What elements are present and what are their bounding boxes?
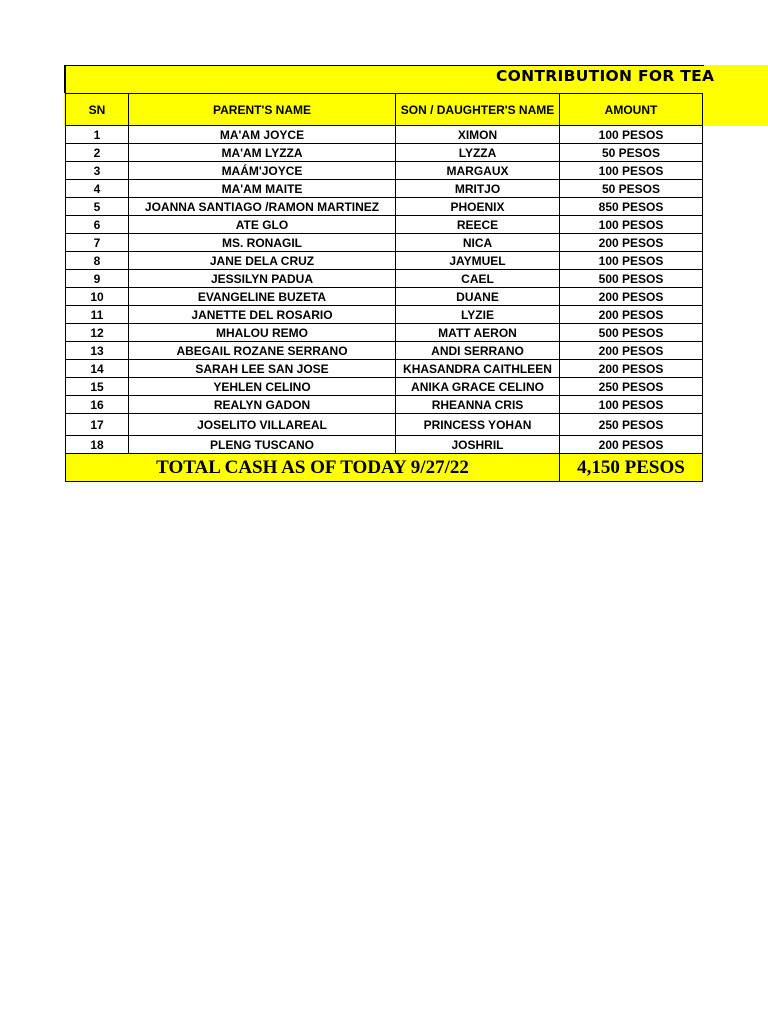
cell-sn[interactable]: 16: [66, 396, 129, 414]
cell-parent-name[interactable]: MA'AM LYZZA: [129, 144, 396, 162]
cell-parent-name[interactable]: YEHLEN CELINO: [129, 378, 396, 396]
cell-child-name[interactable]: ANDI SERRANO: [396, 342, 560, 360]
table-row: [66, 126, 703, 144]
cell-parent-name[interactable]: MA'AM MAITE: [129, 180, 396, 198]
cell-sn[interactable]: 13: [66, 342, 129, 360]
table-row: [66, 288, 703, 306]
cell-child-name[interactable]: MATT AERON: [396, 324, 560, 342]
table-row: [66, 270, 703, 288]
cell-child-name[interactable]: PHOENIX: [396, 198, 560, 216]
cell-child-name[interactable]: CAEL: [396, 270, 560, 288]
cell-child-name[interactable]: DUANE: [396, 288, 560, 306]
cell-parent-name[interactable]: REALYN GADON: [129, 396, 396, 414]
cell-amount[interactable]: 100 PESOS: [560, 396, 703, 414]
cell-parent-name[interactable]: JOSELITO VILLAREAL: [129, 414, 396, 436]
header-parent-name[interactable]: PARENT'S NAME: [129, 94, 396, 126]
cell-sn[interactable]: 1: [66, 126, 129, 144]
cell-child-name[interactable]: JOSHRIL: [396, 436, 560, 454]
cell-amount[interactable]: 50 PESOS: [560, 144, 703, 162]
cell-child-name[interactable]: REECE: [396, 216, 560, 234]
cell-parent-name[interactable]: MS. RONAGIL: [129, 234, 396, 252]
cell-parent-name[interactable]: PLENG TUSCANO: [129, 436, 396, 454]
cell-child-name[interactable]: LYZIE: [396, 306, 560, 324]
cell-amount[interactable]: 100 PESOS: [560, 216, 703, 234]
cell-child-name[interactable]: NICA: [396, 234, 560, 252]
cell-amount[interactable]: 250 PESOS: [560, 414, 703, 436]
cell-child-name[interactable]: ANIKA GRACE CELINO: [396, 378, 560, 396]
table-row: [66, 198, 703, 216]
table-row: [66, 378, 703, 396]
cell-amount[interactable]: 200 PESOS: [560, 360, 703, 378]
cell-sn[interactable]: 2: [66, 144, 129, 162]
cell-amount[interactable]: 850 PESOS: [560, 198, 703, 216]
cell-sn[interactable]: 3: [66, 162, 129, 180]
table-row: [66, 234, 703, 252]
cell-parent-name[interactable]: MHALOU REMO: [129, 324, 396, 342]
cell-child-name[interactable]: RHEANNA CRIS: [396, 396, 560, 414]
cell-sn[interactable]: 11: [66, 306, 129, 324]
cell-parent-name[interactable]: JANE DELA CRUZ: [129, 252, 396, 270]
cell-sn[interactable]: 10: [66, 288, 129, 306]
cell-parent-name[interactable]: MA'AM JOYCE: [129, 126, 396, 144]
table-row: [66, 396, 703, 414]
cell-sn[interactable]: 17: [66, 414, 129, 436]
total-amount[interactable]: 4,150 PESOS: [560, 454, 703, 482]
cell-parent-name[interactable]: JESSILYN PADUA: [129, 270, 396, 288]
cell-amount[interactable]: 200 PESOS: [560, 342, 703, 360]
total-label[interactable]: TOTAL CASH AS OF TODAY 9/27/22: [66, 454, 560, 482]
cell-sn[interactable]: 9: [66, 270, 129, 288]
table-row: [66, 436, 703, 454]
table-row: [66, 342, 703, 360]
cell-parent-name[interactable]: ATE GLO: [129, 216, 396, 234]
cell-child-name[interactable]: JAYMUEL: [396, 252, 560, 270]
cell-sn[interactable]: 18: [66, 436, 129, 454]
cell-parent-name[interactable]: SARAH LEE SAN JOSE: [129, 360, 396, 378]
table-row: [66, 306, 703, 324]
cell-amount[interactable]: 500 PESOS: [560, 270, 703, 288]
table-row: [66, 216, 703, 234]
cell-sn[interactable]: 15: [66, 378, 129, 396]
total-row: [66, 454, 703, 482]
header-amount[interactable]: AMOUNT: [560, 94, 703, 126]
cell-parent-name[interactable]: JANETTE DEL ROSARIO: [129, 306, 396, 324]
cell-sn[interactable]: 14: [66, 360, 129, 378]
cell-sn[interactable]: 4: [66, 180, 129, 198]
cell-parent-name[interactable]: ABEGAIL ROZANE SERRANO: [129, 342, 396, 360]
cell-amount[interactable]: 100 PESOS: [560, 126, 703, 144]
cell-amount[interactable]: 100 PESOS: [560, 252, 703, 270]
cell-amount[interactable]: 200 PESOS: [560, 234, 703, 252]
table-row: [66, 324, 703, 342]
header-sn[interactable]: SN: [66, 94, 129, 126]
cell-amount[interactable]: 100 PESOS: [560, 162, 703, 180]
table-row: [66, 414, 703, 436]
cell-amount[interactable]: 500 PESOS: [560, 324, 703, 342]
cell-child-name[interactable]: KHASANDRA CAITHLEEN: [396, 360, 560, 378]
header-child-name[interactable]: SON / DAUGHTER'S NAME: [396, 94, 560, 126]
table-row: [66, 144, 703, 162]
title-top-border: [64, 65, 704, 66]
cell-amount[interactable]: 50 PESOS: [560, 180, 703, 198]
cell-child-name[interactable]: XIMON: [396, 126, 560, 144]
contribution-table: [65, 93, 703, 482]
cell-sn[interactable]: 6: [66, 216, 129, 234]
table-row: [66, 180, 703, 198]
cell-amount[interactable]: 250 PESOS: [560, 378, 703, 396]
cell-amount[interactable]: 200 PESOS: [560, 288, 703, 306]
cell-child-name[interactable]: MARGAUX: [396, 162, 560, 180]
cell-child-name[interactable]: PRINCESS YOHAN: [396, 414, 560, 436]
table-row: [66, 252, 703, 270]
cell-sn[interactable]: 5: [66, 198, 129, 216]
cell-parent-name[interactable]: EVANGELINE BUZETA: [129, 288, 396, 306]
table-row: [66, 162, 703, 180]
table-row: [66, 360, 703, 378]
title-left-border: [64, 65, 66, 93]
cell-amount[interactable]: 200 PESOS: [560, 436, 703, 454]
cell-amount[interactable]: 200 PESOS: [560, 306, 703, 324]
cell-child-name[interactable]: MRITJO: [396, 180, 560, 198]
cell-sn[interactable]: 12: [66, 324, 129, 342]
cell-parent-name[interactable]: MAÁM'JOYCE: [129, 162, 396, 180]
cell-sn[interactable]: 7: [66, 234, 129, 252]
header-row: [66, 94, 703, 126]
cell-sn[interactable]: 8: [66, 252, 129, 270]
sheet-title: CONTRIBUTION FOR TEA: [496, 67, 715, 85]
cell-parent-name[interactable]: JOANNA SANTIAGO /RAMON MARTINEZ: [129, 198, 396, 216]
cell-child-name[interactable]: LYZZA: [396, 144, 560, 162]
